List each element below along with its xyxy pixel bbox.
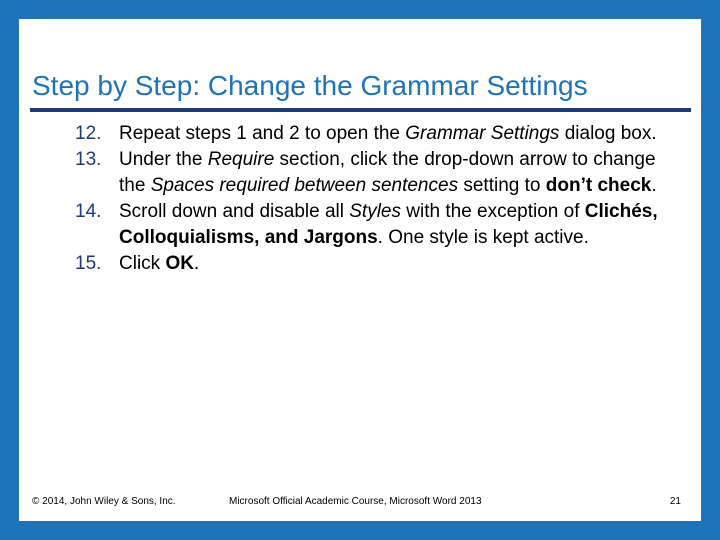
step-item [62,147,682,199]
step-text-part: . [651,175,657,196]
step-number: 12. [75,123,102,144]
step-text-part: Under the [119,149,208,170]
step-text-part: with the exception of [401,201,585,222]
step-text-part: Grammar Settings [405,123,560,144]
step-number: 13. [75,149,102,170]
step-text-part: Repeat steps 1 and 2 to open the [119,123,406,144]
step-text-part: don’t check [545,175,652,196]
step-text-part: dialog box. [559,123,657,144]
step-text [119,199,682,251]
step-text-part: Styles [349,201,401,222]
step-item [62,251,682,277]
step-text-part: Click [119,253,166,274]
step-text-part: Spaces required between sentences [150,175,459,196]
title-divider [30,108,691,112]
step-text-part: Require [207,149,275,170]
step-text-part: setting to [458,175,546,196]
step-text-part: OK [165,253,194,274]
footer-course: Microsoft Official Academic Course, Microsoft Word 2013 [229,496,482,507]
step-text-part: section, click the drop-down arrow to change the [119,149,656,196]
slide [19,19,701,521]
step-item [62,121,682,147]
step-number: 15. [75,253,102,274]
step-text-part: Scroll down and disable all [119,201,350,222]
step-item [62,199,682,251]
step-text-part: . [193,253,200,274]
footer-page-number: 21 [669,496,681,507]
step-text-part: . One style is kept active. [377,227,589,248]
step-number: 14. [75,201,102,222]
step-text-part: Clichés, Colloquialisms, and Jargons [119,201,658,248]
footer-copyright: © 2014, John Wiley & Sons, Inc. [32,496,176,507]
steps-list [62,121,682,277]
step-text [119,121,682,147]
step-text [119,251,682,277]
slide-title: Step by Step: Change the Grammar Settings [32,70,588,101]
step-text [119,147,682,199]
